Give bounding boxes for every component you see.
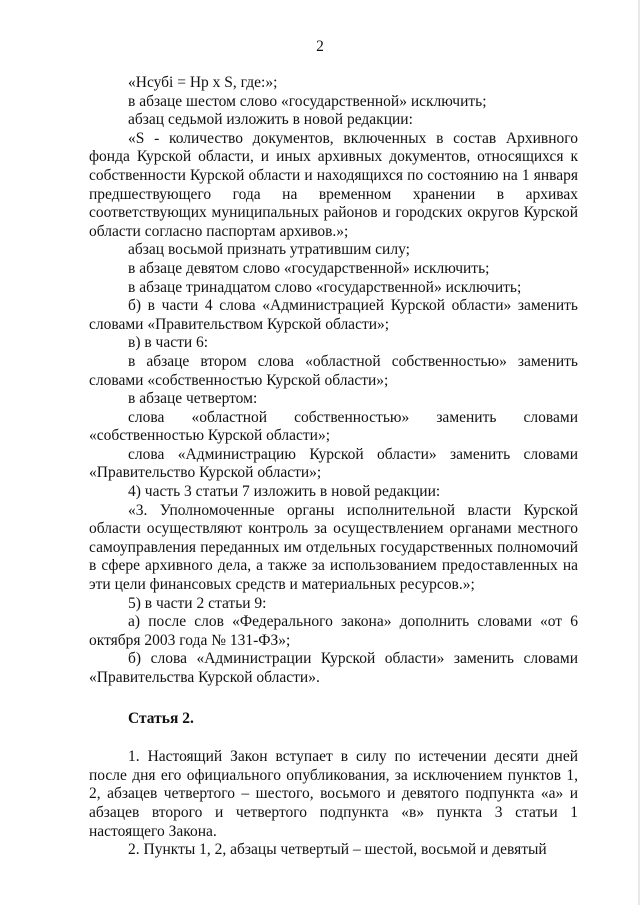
paragraph-amendment: в абзаце втором слова «областной собственностью» заменить словами «собственностью Курской области»; — [89, 352, 578, 389]
paragraph-article-clause: 2. Пункты 1, 2, абзацы четвертый – шестой, восьмой и девятый — [128, 841, 547, 859]
paragraph-amendment: в) в части 6: — [128, 334, 209, 352]
paragraph-amendment: а) после слов «Федерального закона» дополнить словами «от 6 октября 2003 года № 131-ФЗ»; — [89, 613, 578, 649]
paragraph-amendment: в абзаце девятом слово «государственной» исключить; — [128, 259, 490, 277]
paragraph-amendment: б) слова «Администрации Курской области» заменить словами «Правительства Курской области». — [89, 650, 578, 686]
paragraph-amendment: в абзаце тринадцатом слово «государственной» исключить; — [128, 278, 522, 296]
paragraph-amendment: абзац восьмой признать утратившим силу; — [128, 241, 410, 259]
paragraph-amendment: слова «Администрацию Курской области» заменить словами «Правительство Курской области»; — [89, 445, 578, 482]
paragraph-amendment: слова «областной собственностью» заменить словами «собственностью Курской области»; — [89, 408, 578, 445]
article-heading: Статья 2. — [128, 709, 194, 727]
page-number: 2 — [316, 38, 324, 55]
paragraph-quoted-text: «3. Уполномоченные органы исполнительной власти Курской области осуществляют контроль за осуществлением органами местного самоуправления переданных им отдельных государственных полномочий в сфере архивного дела, а также за использованием предоставленных на эти цели финансовых средств и материальных ресурсов.»; — [89, 501, 578, 594]
paragraph-amendment: б) в части 4 слова «Администрацией Курской области» заменить словами «Правительством Курской области»; — [89, 297, 578, 333]
document-body — [89, 74, 578, 860]
paragraph-amendment: абзац седьмой изложить в новой редакции: — [128, 111, 413, 129]
paragraph-quoted-definition: «S - количество документов, включенных в состав Архивного фонда Курской области, и иных архивных документов, относящихся к собственности Курской области и находящихся по состоянию на 1 января предшествующего года на временном хранении в архивах соответствующих муниципальных районов и городских округов Курской области согласно паспортам архивов.»; — [89, 129, 578, 240]
paragraph-amendment: в абзаце четвертом: — [128, 390, 258, 408]
paragraph-formula: «Нсубi = Нр х S, где:»; — [128, 74, 278, 91]
paragraph-article-clause: 1. Настоящий Закон вступает в силу по истечении десяти дней после дня его официального опубликования, за исключением пунктов 1, 2, абзацев четвертого – шестого, восьмого и девятого подпункта «а» и абзацев второго и четвертого подпункта «в» пункта 3 статьи 1 настоящего Закона. — [89, 748, 578, 840]
paragraph-amendment: 4) часть 3 статьи 7 изложить в новой редакции: — [128, 483, 441, 501]
paragraph-amendment: в абзаце шестом слово «государственной» исключить; — [128, 92, 487, 110]
paragraph-amendment: 5) в части 2 статьи 9: — [128, 594, 267, 612]
